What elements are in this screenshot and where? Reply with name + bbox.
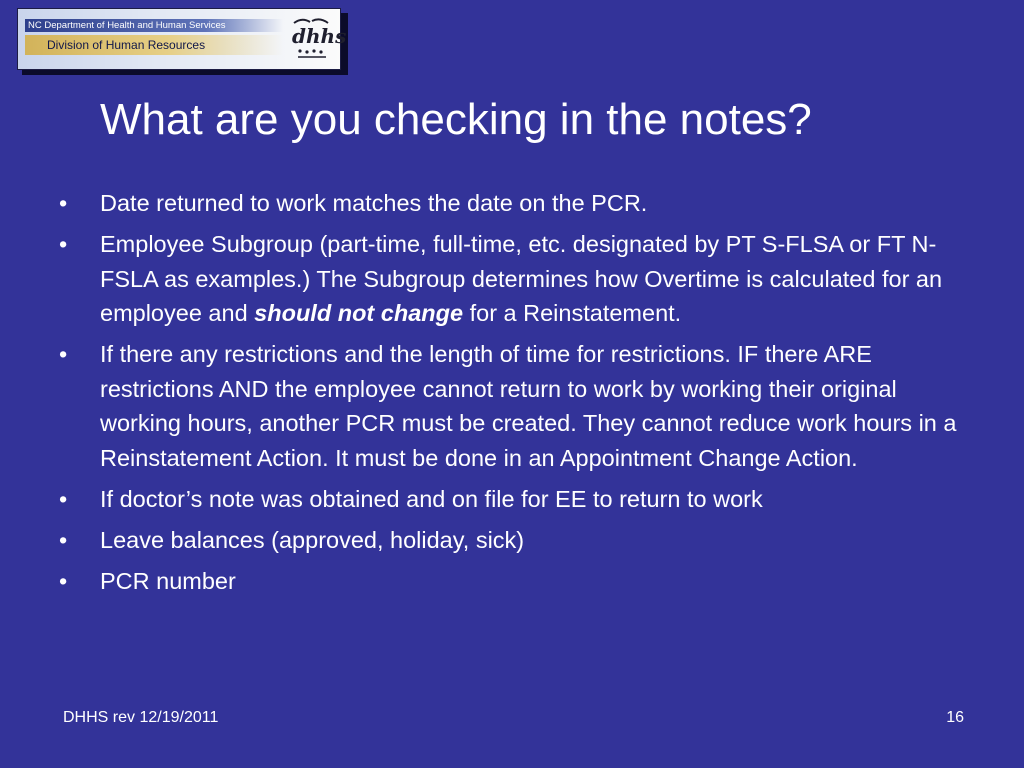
bullet-marker: • xyxy=(59,567,68,594)
bullet-item-leave-balances xyxy=(58,523,958,558)
bullet-marker: • xyxy=(59,485,68,512)
dhhs-logo-banner xyxy=(17,8,347,70)
logo-mark-text: dhhs xyxy=(292,24,347,48)
bullet-text: If there any restrictions and the length of time for restrictions. IF there ARE restrictions AND the employee cannot return to work by working their original working hours, another PCR must be created. They cannot reduce work hours in a Reinstatement Action. It must be done in an Appointment Change Action. xyxy=(100,341,957,471)
bullet-item-pcr-number xyxy=(58,564,958,599)
logo-division-text: Division of Human Resources xyxy=(25,35,283,55)
bullet-marker: • xyxy=(59,526,68,553)
bullet-text: If doctor’s note was obtained and on file for EE to return to work xyxy=(100,485,763,512)
bullet-item-restrictions xyxy=(58,337,958,475)
bullet-item-doctors-note xyxy=(58,482,958,517)
bullet-marker: • xyxy=(59,190,68,216)
slide-title: What are you checking in the notes? xyxy=(100,95,812,144)
bullet-item-employee-subgroup xyxy=(58,227,958,331)
logo-department-text: NC Department of Health and Human Services xyxy=(25,19,283,32)
bullet-text: Employee Subgroup (part-time, full-time, etc. designated by PT S-FLSA or FT N-FSLA as examples.) The Subgroup determines how Overtime is calculated for an employee and xyxy=(100,231,943,326)
bullet-marker: • xyxy=(59,231,68,257)
bullet-item-date-returned xyxy=(58,186,958,221)
footer-page-number: 16 xyxy=(946,709,964,726)
bullet-emphasis-text: should not change xyxy=(254,300,464,326)
bullet-list xyxy=(58,186,958,605)
bullet-text: Leave balances (approved, holiday, sick) xyxy=(100,526,525,553)
bullet-marker: • xyxy=(59,341,68,367)
bullet-text: Date returned to work matches the date on the PCR. xyxy=(100,190,648,216)
footer-revision: DHHS rev 12/19/2011 xyxy=(63,709,219,726)
bullet-text-tail: for a Reinstatement. xyxy=(463,300,682,326)
dhhs-logo-icon xyxy=(288,17,347,61)
bullet-text: PCR number xyxy=(100,567,236,594)
